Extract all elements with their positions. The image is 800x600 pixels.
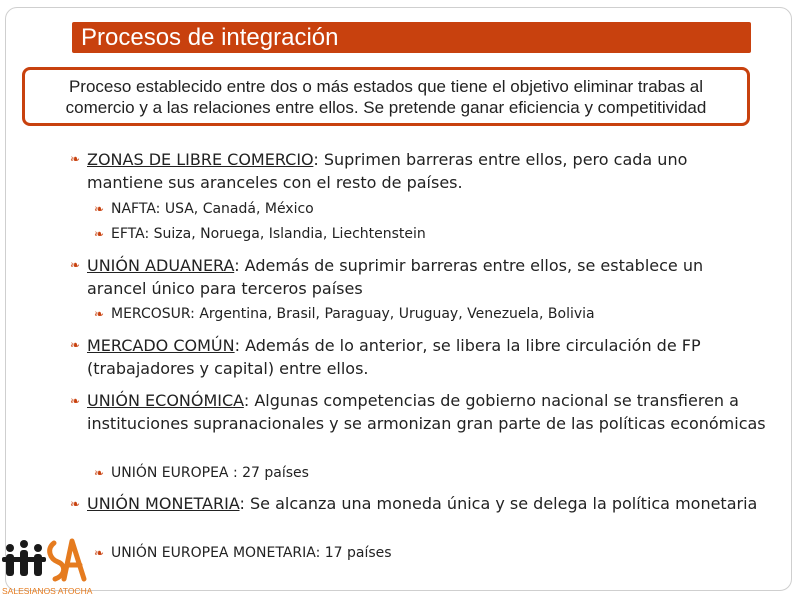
leaf-bullet-icon: ❧ (70, 258, 81, 272)
leaf-bullet-icon: ❧ (70, 152, 81, 166)
list-item (87, 389, 767, 435)
leaf-bullet-icon: ❧ (70, 338, 81, 352)
list-item (87, 334, 767, 380)
item-text: : Además de suprimir barreras entre ellos, se establece un arancel único para terceros países (87, 256, 704, 298)
sub-list-item: UNIÓN EUROPEA : 27 países (111, 465, 309, 481)
item-text: : Algunas competencias de gobierno nacional se transfieren a instituciones supranacionales y se armonizan gran parte de las políticas económicas (87, 391, 766, 433)
definition-text: Proceso establecido entre dos o más estados que tiene el objetivo eliminar trabas al comercio y a las relaciones entre ellos. Se pretende ganar eficiencia y competitividad (65, 76, 707, 117)
slide-title: Procesos de integración (81, 24, 339, 51)
sub-list-item: EFTA: Suiza, Noruega, Islandia, Liechtenstein (111, 226, 426, 242)
leaf-bullet-icon: ❧ (94, 227, 105, 241)
item-term: UNIÓN ADUANERA (87, 256, 235, 275)
item-term: ZONAS DE LIBRE COMERCIO (87, 150, 314, 169)
leaf-bullet-icon: ❧ (94, 202, 105, 216)
item-text: : Además de lo anterior, se libera la libre circulación de FP (trabajadores y capital) entre ellos. (87, 336, 701, 378)
list-item (87, 492, 767, 515)
leaf-bullet-icon: ❧ (94, 307, 105, 321)
sub-list-item: NAFTA: USA, Canadá, México (111, 201, 314, 217)
sub-list-item: MERCOSUR: Argentina, Brasil, Paraguay, Uruguay, Venezuela, Bolivia (111, 306, 595, 322)
logo-text: SALESIANOS ATOCHA (2, 586, 93, 596)
item-text: : Suprimen barreras entre ellos, pero cada uno mantiene sus aranceles con el resto de países. (87, 150, 688, 192)
leaf-bullet-icon: ❧ (94, 546, 105, 560)
list-item (87, 148, 767, 194)
salesianos-logo (0, 535, 100, 600)
item-text: : Se alcanza una moneda única y se delega la política monetaria (239, 494, 758, 513)
list-item (87, 254, 767, 300)
leaf-bullet-icon: ❧ (70, 497, 81, 511)
leaf-bullet-icon: ❧ (70, 394, 81, 408)
item-term: UNIÓN MONETARIA (87, 494, 240, 513)
item-term: UNIÓN ECONÓMICA (87, 391, 244, 410)
leaf-bullet-icon: ❧ (94, 466, 105, 480)
item-term: MERCADO COMÚN (87, 336, 235, 355)
sub-list-item: UNIÓN EUROPEA MONETARIA: 17 países (111, 545, 392, 561)
